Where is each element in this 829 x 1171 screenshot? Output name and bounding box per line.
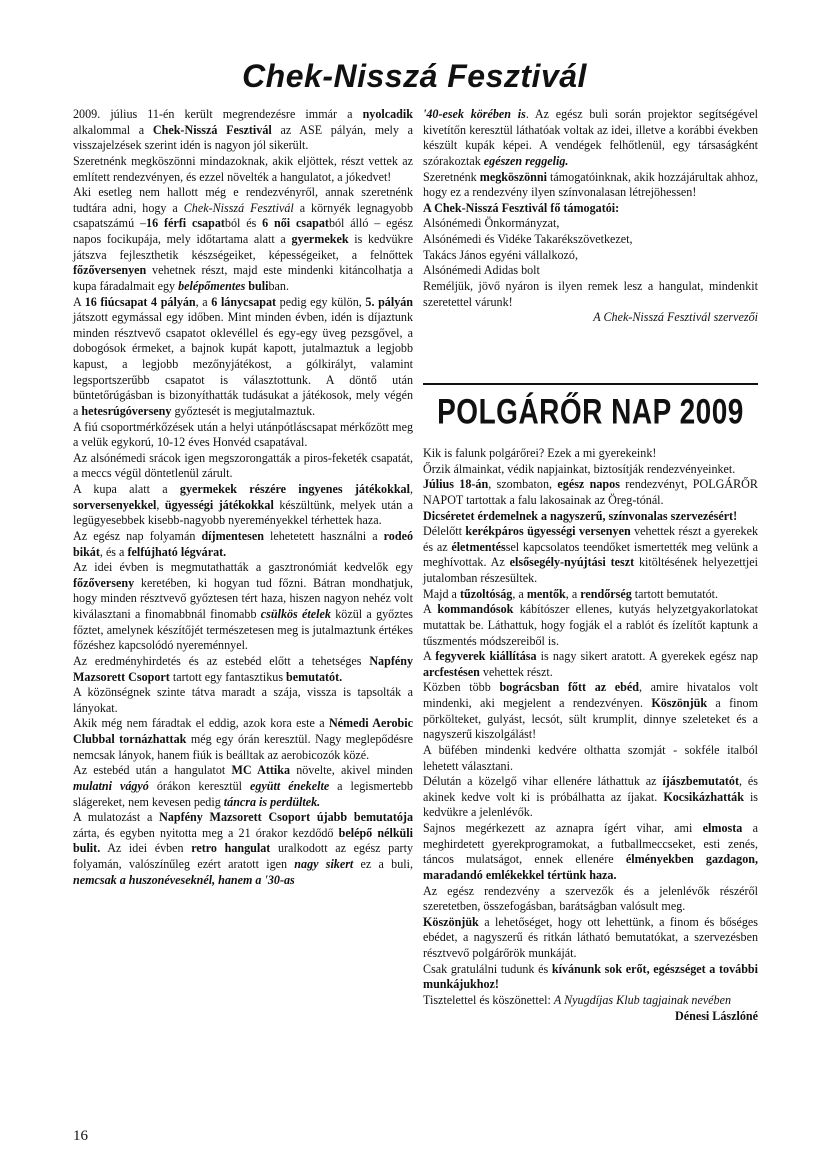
paragraph bbox=[73, 763, 413, 810]
text-run: A fiú csoportmérkőzések után a helyi utánpótláscsapat mérkőzött meg a velük egykorú, 10-12 éves Honvéd csapatával. bbox=[73, 419, 413, 450]
text-run: A bbox=[73, 294, 85, 309]
text-run: főzőversenyen bbox=[73, 263, 147, 278]
text-run: Alsónémedi Önkormányzat, bbox=[423, 216, 560, 231]
text-run: kitöltésének helyezettjei jutalomban részesültek. bbox=[423, 555, 758, 585]
text-run: A közönségnek szinte tátva maradt a szája, vissza is tapsolták a lányokat. bbox=[73, 685, 413, 715]
paragraph bbox=[423, 884, 758, 915]
text-run: támogatóinknak, akik hozzájárultak ahhoz, hogy ez a rendezvény ilyen színvonalasan létrejöhessen! bbox=[423, 169, 758, 200]
text-run: győztesét is megjutalmaztuk. bbox=[171, 403, 316, 418]
paragraph bbox=[73, 154, 413, 185]
paragraph bbox=[73, 560, 413, 654]
text-run: is nagy sikert aratott. A gyerekek egész nap bbox=[536, 649, 758, 664]
text-run: gyermekek részére ingyenes játékokkal bbox=[179, 482, 410, 496]
text-run: Délután a közelgő vihar ellenére láthattuk az bbox=[423, 774, 663, 789]
paragraph bbox=[73, 107, 413, 154]
paragraph bbox=[423, 524, 758, 587]
text-run: 16 fiúcsapat 4 pályán bbox=[84, 294, 196, 309]
text-run: , amire hivatalos volt mindenki, aki megjelent a rendezvényen. bbox=[423, 680, 758, 710]
text-run: díjmentesen bbox=[201, 528, 264, 543]
text-run: A büfében mindenki kedvére olthatta szomját - sokféle italból lehetett választani. bbox=[423, 742, 758, 773]
text-run: táncra is perdültek. bbox=[223, 794, 321, 809]
page-number: 16 bbox=[73, 1128, 88, 1144]
text-run: A Chek-Nisszá Fesztivál fő támogatói: bbox=[423, 200, 620, 215]
text-run: belépőmentes bbox=[178, 278, 246, 293]
paragraph bbox=[73, 295, 413, 420]
text-run: A mulatozást a bbox=[73, 810, 160, 825]
paragraph bbox=[73, 685, 413, 716]
paragraph bbox=[423, 774, 758, 821]
text-run: Délelőtt bbox=[423, 524, 466, 539]
paragraph bbox=[73, 810, 413, 888]
text-run: retro hangulat bbox=[191, 841, 271, 856]
paragraph bbox=[423, 962, 758, 993]
paragraph bbox=[423, 446, 758, 462]
text-run: arcfestésen bbox=[423, 664, 480, 679]
text-run: belépő nélküli bulit. bbox=[73, 825, 413, 856]
text-run: ból álló – egész napos focikupája, mely időtartama alatt a bbox=[73, 216, 413, 246]
text-run: kábítószer ellenes, kutyás helyzetgyakorlatokat mutattak be. Láthattuk, hogy fogják el a rablót és ízelítőt kaptunk a tűszmentés módszereiből is. bbox=[423, 602, 758, 648]
text-run: , a bbox=[512, 586, 527, 601]
text-run: Aki esetleg nem hallott még e rendezvényről, annak szeretnénk tudtára adni, hogy a bbox=[73, 185, 413, 215]
text-run: nagy sikert bbox=[294, 857, 354, 871]
text-run: sorversenyekkel bbox=[73, 497, 157, 512]
text-run: '40-esek körében is bbox=[423, 107, 526, 121]
text-run: mentők bbox=[526, 586, 566, 601]
paragraph bbox=[423, 915, 758, 962]
text-run: felfújható légvárat. bbox=[127, 544, 227, 559]
text-run: Az eredményhirdetés és az estebéd előtt a tehetséges bbox=[73, 653, 370, 668]
text-run: gyermekek bbox=[291, 232, 349, 246]
paragraph bbox=[423, 248, 758, 264]
text-run: órákon keresztül bbox=[148, 778, 251, 793]
text-run: A bbox=[423, 602, 438, 617]
text-run: íjászbemutatót bbox=[662, 774, 739, 789]
text-run: az ASE pályán, mely a visszajelzések szerint idén is nagyon jól sikerült. bbox=[73, 122, 414, 153]
text-run: 5. pályán bbox=[365, 294, 414, 309]
text-run: Napfény Mazsorett Csoport bbox=[73, 653, 413, 684]
text-run: egész napos bbox=[557, 477, 620, 492]
text-run: keretében, ki hogyan tud főzni. Bátran mondhatjuk, hogy minden résztvevő győztesen tért haza, hiszen nagyon nehéz volt kiválasztani a finomabbnál finomabb bbox=[73, 575, 413, 621]
section-divider bbox=[423, 383, 758, 385]
text-run: vehetnek részt, majd este mindenki kitáncolhatja a kupa fáradalmait egy bbox=[73, 263, 413, 293]
paragraph bbox=[73, 482, 413, 529]
text-run: Napfény Mazsorett Csoport újabb bemutatója bbox=[159, 810, 413, 825]
text-run: Dicséretet érdemelnek a nagyszerű, színvonalas szervezésért! bbox=[423, 508, 738, 523]
text-run: kerékpáros ügyességi versenyen bbox=[465, 524, 631, 539]
text-run: Kik is falunk polgárőrei? Ezek a mi gyerekeink! bbox=[423, 446, 657, 460]
paragraph bbox=[423, 477, 758, 508]
text-run: zárta, és egyben nyitotta meg a 21 órakor kezdődő bbox=[73, 825, 339, 840]
text-run: 6 női csapat bbox=[262, 216, 329, 231]
text-run: életmentés bbox=[451, 539, 506, 554]
text-run: játszott egymással egy időben. Mint minden évben, idén is díjaztunk minden résztvevő csapatot oklevéllel és egy-egy üveg pezsgővel, a dobogósok érmeket, a bajnok kupát kapott, jutalmaztuk a legjobb kapust, a legjobb mezőnyjátékost, a gólkirályt, valamint legsportszerűbb csapatot is választottunk. A döntő után büntetőrúgásban is bizonyíthatták tudásukat a játékosok, mely végén a bbox=[73, 310, 413, 418]
text-run: Közben több bbox=[423, 680, 500, 695]
paragraph bbox=[423, 216, 758, 232]
text-run: ból és bbox=[224, 216, 263, 231]
paragraph bbox=[423, 993, 758, 1009]
right-column-lower bbox=[423, 446, 758, 1024]
paragraph bbox=[423, 263, 758, 279]
text-run: nyolcadik bbox=[362, 107, 413, 121]
text-run: , a bbox=[195, 294, 212, 309]
text-run: , a bbox=[565, 586, 581, 601]
paragraph bbox=[423, 279, 758, 310]
text-run: bemutatót. bbox=[286, 669, 343, 684]
left-column bbox=[73, 107, 413, 888]
text-run: fegyverek kiállítása bbox=[435, 649, 537, 664]
text-run: A Nyugdíjas Klub tagjainak nevében bbox=[553, 992, 732, 1007]
text-run: készültünk, melyek után a legügyesebbek kisebb-nagyobb nyereményekkel térhettek haza. bbox=[73, 497, 414, 528]
text-run: csülkös ételek bbox=[260, 607, 331, 621]
text-run: A kupa alatt a bbox=[73, 482, 180, 496]
text-run: pedig egy külön, bbox=[276, 294, 366, 309]
paragraph bbox=[73, 420, 413, 451]
text-run: növelte, akivel minden bbox=[290, 763, 413, 778]
text-run: Majd a bbox=[423, 586, 460, 601]
text-run: 16 férfi csapat bbox=[146, 216, 225, 231]
text-run: élményekben gazdagon, maradandó emlékekkel tértünk haza. bbox=[423, 852, 758, 882]
text-run: Alsónémedi és Vidéke Takarékszövetkezet, bbox=[423, 232, 633, 246]
paragraph bbox=[73, 654, 413, 685]
text-run: hetesrúgóverseny bbox=[81, 403, 172, 418]
text-run: , szombaton, bbox=[488, 477, 558, 492]
text-run: egészen reggelig. bbox=[483, 153, 569, 168]
paragraph bbox=[423, 680, 758, 743]
text-run: Reméljük, jövő nyáron is ilyen remek lesz a hangulat, mindenkit szeretettel várunk! bbox=[423, 278, 758, 309]
text-run: vehettek részt a gyerekek és az bbox=[423, 524, 758, 554]
text-run: A bbox=[423, 649, 436, 664]
text-run: megköszönni bbox=[479, 169, 547, 184]
text-run: Csak gratulálni tudunk és bbox=[423, 961, 552, 976]
author-signature: Dénesi Lászlóné bbox=[675, 1008, 758, 1023]
text-run: Szeretnénk megköszönni mindazoknak, akik eljöttek, részt vettek az említett rendezvényen, és ezzel növelték a hangulatot, a jókedvet! bbox=[73, 153, 413, 184]
text-run: Chek-Nisszá Fesztivál bbox=[183, 200, 294, 215]
text-run: Chek-Nisszá Fesztivál bbox=[152, 122, 272, 137]
paragraph bbox=[423, 509, 758, 525]
text-run: tartott egy fantasztikus bbox=[169, 669, 287, 684]
text-run: Július 18-án bbox=[423, 477, 489, 492]
paragraph bbox=[423, 170, 758, 201]
text-run: sel kapcsolatos teendőket ismertették meg velünk a meghívottak. Az bbox=[423, 539, 758, 570]
text-run: kommandósok bbox=[437, 602, 514, 617]
text-run: a finom pörkölteket, gulyást, lecsót, sült krumplit, dinnye szeleteket és a nagyszerű kiszolgálást! bbox=[423, 696, 758, 742]
text-run: még egy órán keresztül. Nagy meglepődésre nemcsak lányok, hanem fiúk is beálltak az aerobicozók közé. bbox=[73, 732, 413, 762]
text-run: közül a győztes főztet, amelynek készítőjét természetesen meg is jutalmaztunk értékes főzéshez kapcsolódó nyereménnyel. bbox=[73, 607, 414, 653]
paragraph bbox=[423, 743, 758, 774]
paragraph bbox=[73, 529, 413, 560]
text-run: tűzoltóság bbox=[459, 586, 513, 601]
text-run: Szeretnénk bbox=[423, 169, 480, 184]
paragraph bbox=[73, 451, 413, 482]
text-run: tartott bemutatót. bbox=[631, 586, 719, 601]
page-title: Chek-Nisszá Fesztivál bbox=[242, 58, 587, 94]
text-run: Az idei évben is megmutathatták a gasztronómiát kedvelők egy bbox=[73, 560, 413, 575]
text-run: rodeó bikát bbox=[73, 528, 413, 559]
text-run: ban. bbox=[268, 278, 289, 293]
organizers-signature: A Chek-Nisszá Fesztivál szervezői bbox=[593, 310, 758, 325]
paragraph bbox=[423, 602, 758, 649]
text-run: nemcsak a huszonéveseknél, hanem a '30-as bbox=[73, 872, 295, 887]
paragraph bbox=[423, 201, 758, 217]
text-run: Köszönjük bbox=[651, 696, 708, 710]
text-run: Takács János egyéni vállalkozó, bbox=[423, 247, 578, 262]
text-run: Köszönjük bbox=[423, 914, 479, 929]
text-run: mulatni vágyó bbox=[73, 778, 149, 793]
text-run: a meghirdetett gyerekprogramokat, a futballmeccseket, esti zenés, táncos mulatságot, ennek ellenére bbox=[423, 821, 758, 867]
text-run: is kedvükre a jelenlévők. bbox=[423, 789, 759, 820]
paragraph bbox=[423, 821, 758, 884]
text-run: , bbox=[156, 497, 165, 512]
text-run: a legismertebb slágereket, nem kevesen pedig bbox=[73, 778, 413, 809]
text-run: buli bbox=[245, 278, 269, 293]
text-run: rendőrség bbox=[580, 586, 632, 601]
text-run: 2009. július 11-én került megrendezésre immár a bbox=[73, 107, 363, 121]
text-run: MC Attika bbox=[231, 763, 291, 778]
text-run: együtt énekelte bbox=[250, 778, 330, 793]
text-run: is kedvükre játszva fejleszthetik készségeiket, képességeiket, a felnőttek bbox=[73, 232, 413, 262]
text-run: , és a bbox=[99, 544, 128, 559]
text-run: Az alsónémedi srácok igen megszorongatták a piros-feketék csapatát, a meccs végül döntetlenül zárult. bbox=[73, 450, 413, 481]
text-run: Tisztelettel és köszönettel: bbox=[423, 992, 554, 1007]
text-run: Sajnos megérkezett az aznapra ígért vihar, ami bbox=[423, 821, 703, 835]
text-run: a lehetőséget, hogy ott lehettünk, a finom és bőséges ebédet, a nagyszerű és ritkán látható bemutatókat, a szervezésben résztvevő polgárőrök munkáját. bbox=[423, 914, 758, 960]
text-run: elmosta bbox=[702, 821, 743, 835]
text-run: Az egész nap folyamán bbox=[73, 528, 202, 543]
text-run: , bbox=[409, 482, 413, 496]
text-run: ez a buli, bbox=[353, 857, 414, 871]
text-run: Alsónémedi Adidas bolt bbox=[423, 263, 540, 278]
text-run: ügyességi játékokkal bbox=[164, 497, 274, 512]
text-run: 6 lánycsapat bbox=[211, 294, 277, 309]
text-run: Az egész rendezvény a szervezők és a jelenlévők részéről szeretetben, összefogásban, barátságban valósult meg. bbox=[423, 883, 758, 914]
text-run: bográcsban főtt az ebéd bbox=[499, 680, 639, 695]
text-run: vehettek részt. bbox=[479, 664, 553, 679]
text-run: alkalommal a bbox=[73, 122, 153, 137]
text-run: , és akinek kedve volt ki is próbálhatta az íjakat. bbox=[423, 774, 758, 804]
paragraph bbox=[423, 587, 758, 603]
right-column-upper bbox=[423, 107, 758, 326]
text-run: Az idei évben bbox=[100, 841, 192, 856]
text-run: lehetetett használni a bbox=[263, 528, 384, 543]
paragraph bbox=[423, 232, 758, 248]
text-run: Akik még nem fáradtak el eddig, azok kora este a bbox=[73, 716, 329, 731]
section-title: POLGÁRŐR NAP 2009 bbox=[437, 392, 744, 431]
text-run: főzőverseny bbox=[73, 575, 135, 590]
text-run: Őrzik álmainkat, védik napjainkat, biztosítják rendezvényeinket. bbox=[423, 461, 736, 476]
text-run: . Az egész buli során projektor segítségével kivetítőn keresztül láthatóak voltak az idei, illetve a korábbi években készült kupák képei. A vendégek felhőtlenül, egy társaságként szórakoztak bbox=[423, 107, 758, 168]
text-run: kívánunk sok erőt, egészséget a további munkájukhoz! bbox=[423, 961, 758, 992]
paragraph bbox=[423, 107, 758, 170]
text-run: Némedi Aerobic Clubbal tornázhattak bbox=[73, 716, 413, 746]
text-run: rendezvényt, POLGÁRŐR NAPOT tartottak a falu lakosainak az Öreg-tónál. bbox=[423, 477, 758, 507]
text-run: uralkodott az egész party folyamán, valószínűleg ezért aratott igen bbox=[73, 841, 413, 871]
paragraph bbox=[73, 185, 413, 294]
paragraph bbox=[73, 716, 413, 763]
text-run: Az estebéd után a hangulatot bbox=[73, 763, 232, 778]
text-run: Kocsikázhatták bbox=[663, 789, 744, 804]
text-run: elsősegély-nyújtási teszt bbox=[509, 555, 635, 570]
paragraph bbox=[423, 462, 758, 478]
paragraph bbox=[423, 649, 758, 680]
text-run: a környék legnagyobb csapatszámú – bbox=[73, 200, 414, 231]
